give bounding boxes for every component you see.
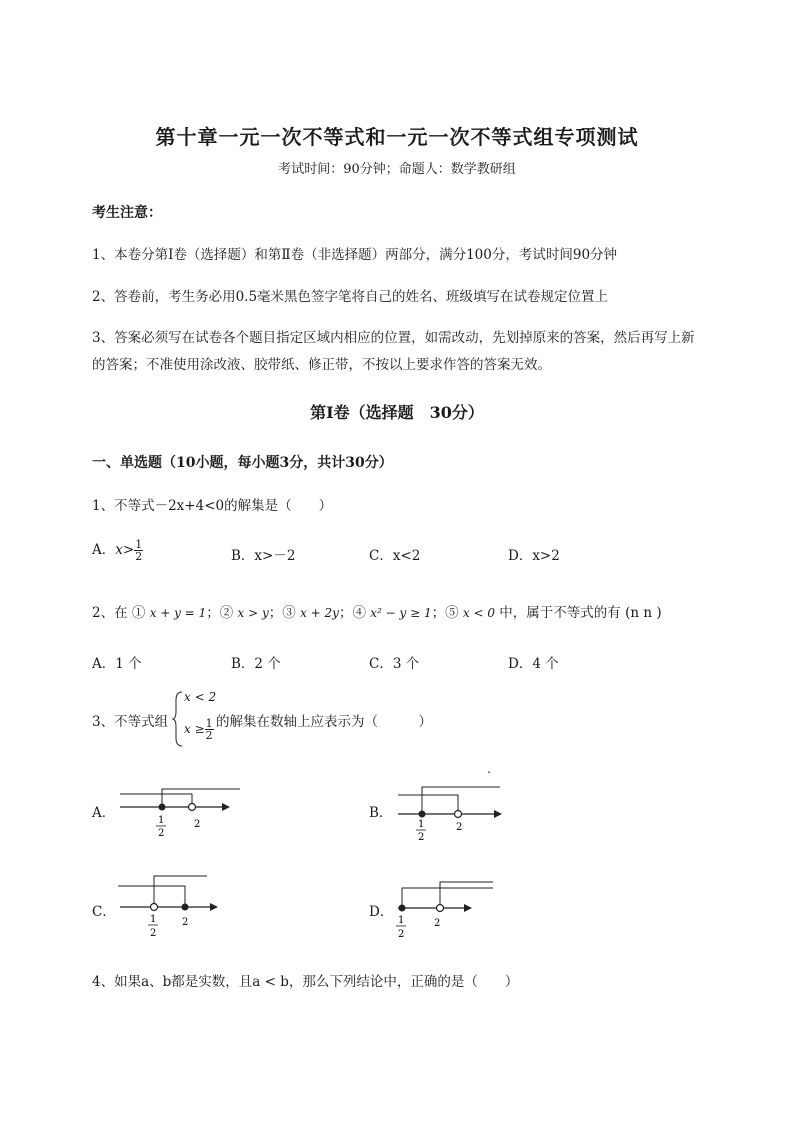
- q3-option-a-label: A．: [92, 805, 116, 821]
- q2-sep: ；⑤: [431, 605, 459, 621]
- q2-option-c: C．3 个: [369, 656, 420, 672]
- notice-item: 3、答案必须写在试卷各个题目指定区域内相应的位置，如需改动，先划掉原来的答案，然后再写上新: [92, 330, 695, 346]
- page-subtitle: 考试时间：90分钟；命题人：数学教研组: [278, 162, 516, 177]
- question-4-stem: 4、如果a、b都是实数，且a < b，那么下列结论中，正确的是（ ）: [92, 974, 519, 990]
- axis-arrow: [222, 803, 230, 811]
- axis-label-num: 1: [150, 914, 157, 925]
- range-bar-half: [154, 876, 207, 907]
- number-line-a: [110, 780, 240, 845]
- system-brace: [172, 690, 184, 748]
- open-point: [437, 905, 444, 912]
- axis-label-two: 2: [194, 819, 201, 830]
- notice-item: 2、答卷前，考生务必用0.5毫米黑色签字笔将自己的姓名、班级填写在试卷规定位置上: [92, 289, 609, 305]
- number-line-b: [390, 782, 515, 847]
- system-bottom-inequality: [184, 718, 214, 741]
- q1-option-a-var: x>: [115, 542, 135, 558]
- open-point: [455, 811, 462, 818]
- q1-option-a: [92, 538, 143, 562]
- q3-option-b-label: B．: [369, 805, 393, 821]
- axis-arrow: [464, 904, 472, 912]
- q2-sep: ；④: [338, 605, 366, 621]
- fraction-denominator: 2: [205, 729, 213, 742]
- axis-label-num: 1: [418, 819, 425, 830]
- q2-suffix: 中，属于不等式的有 (n n ): [499, 605, 662, 621]
- q2-expression: x + 2y: [300, 606, 339, 620]
- q1-option-b: B．x>－2: [231, 548, 296, 564]
- range-bar-half: [162, 789, 240, 807]
- q2-option-b: B．2 个: [231, 656, 281, 672]
- range-bar-two: [398, 795, 458, 814]
- part-heading: 一、单选题（10小题，每小题3分，共计30分）: [92, 455, 393, 471]
- axis-label-den: 2: [150, 928, 157, 939]
- q2-prefix: 2、在: [92, 605, 128, 621]
- axis-label-two: 2: [456, 822, 463, 833]
- notice-item: 的答案；不准使用涂改液、胶带纸、修正带，不按以上要求作答的答案无效。: [92, 357, 551, 373]
- q2-sep: ；③: [268, 605, 296, 621]
- q2-option-d: D．4 个: [508, 656, 559, 672]
- filled-point: [159, 804, 166, 811]
- axis-label-den: 2: [418, 832, 425, 843]
- axis-arrow: [494, 810, 502, 818]
- axis-label-den: 2: [158, 828, 165, 839]
- question-3-prefix: 3、不等式组: [92, 714, 169, 730]
- range-bar-two: [120, 794, 192, 807]
- system-fraction: [205, 718, 214, 741]
- axis-label-den: 2: [398, 929, 405, 940]
- q1-option-d: D．x>2: [508, 548, 560, 564]
- section-title: 第Ⅰ卷（选择题 30分）: [310, 403, 484, 422]
- filled-point: [182, 904, 189, 911]
- stray-mark: .: [487, 762, 491, 776]
- range-bar-two: [440, 882, 493, 908]
- system-bottom-var: x ≥: [184, 722, 205, 736]
- range-bar-half: [402, 888, 493, 908]
- fraction-denominator: 2: [135, 550, 143, 563]
- fraction-numerator: 1: [205, 717, 213, 730]
- filled-point: [419, 811, 426, 818]
- axis-label-two: 2: [182, 917, 189, 928]
- open-point: [189, 804, 196, 811]
- open-point: [151, 904, 158, 911]
- q3-option-d-label: D．: [369, 904, 394, 920]
- q2-sep: ；②: [206, 605, 234, 621]
- axis-label-num: 1: [158, 815, 165, 826]
- q2-expression: x + y = 1: [149, 606, 207, 620]
- range-bar-half: [422, 787, 500, 814]
- q1-option-a-label: A．: [92, 542, 116, 558]
- q1-option-c: C．x<2: [369, 548, 421, 564]
- filled-point: [399, 905, 406, 912]
- axis-arrow: [210, 903, 218, 911]
- q2-item: ①: [131, 605, 146, 621]
- q2-expression: x² − y ≥ 1: [370, 606, 432, 620]
- notice-heading: 考生注意：: [92, 205, 162, 221]
- q2-expression: x > y: [237, 606, 269, 620]
- axis-label-two: 2: [434, 918, 441, 929]
- axis-label-num: 1: [398, 915, 405, 926]
- question-1-stem: 1、不等式－2x+4<0的解集是（ ）: [92, 498, 333, 514]
- q2-option-a: A．1 个: [92, 656, 142, 672]
- notice-item: 1、本卷分第Ⅰ卷（选择题）和第Ⅱ卷（非选择题）两部分，满分100分，考试时间90分钟: [92, 247, 618, 263]
- system-top-inequality: x < 2: [184, 690, 217, 704]
- page-title: 第十章一元一次不等式和一元一次不等式组专项测试: [155, 125, 639, 149]
- number-line-c: [112, 870, 232, 942]
- question-3-suffix: 的解集在数轴上应表示为（ ）: [216, 714, 432, 730]
- q1-option-a-fraction: [134, 539, 143, 562]
- number-line-d: [390, 876, 500, 946]
- q3-option-c-label: C．: [92, 904, 116, 920]
- question-2-stem: [92, 601, 662, 621]
- fraction-numerator: 1: [135, 538, 143, 551]
- q2-expression: x < 0: [462, 606, 495, 620]
